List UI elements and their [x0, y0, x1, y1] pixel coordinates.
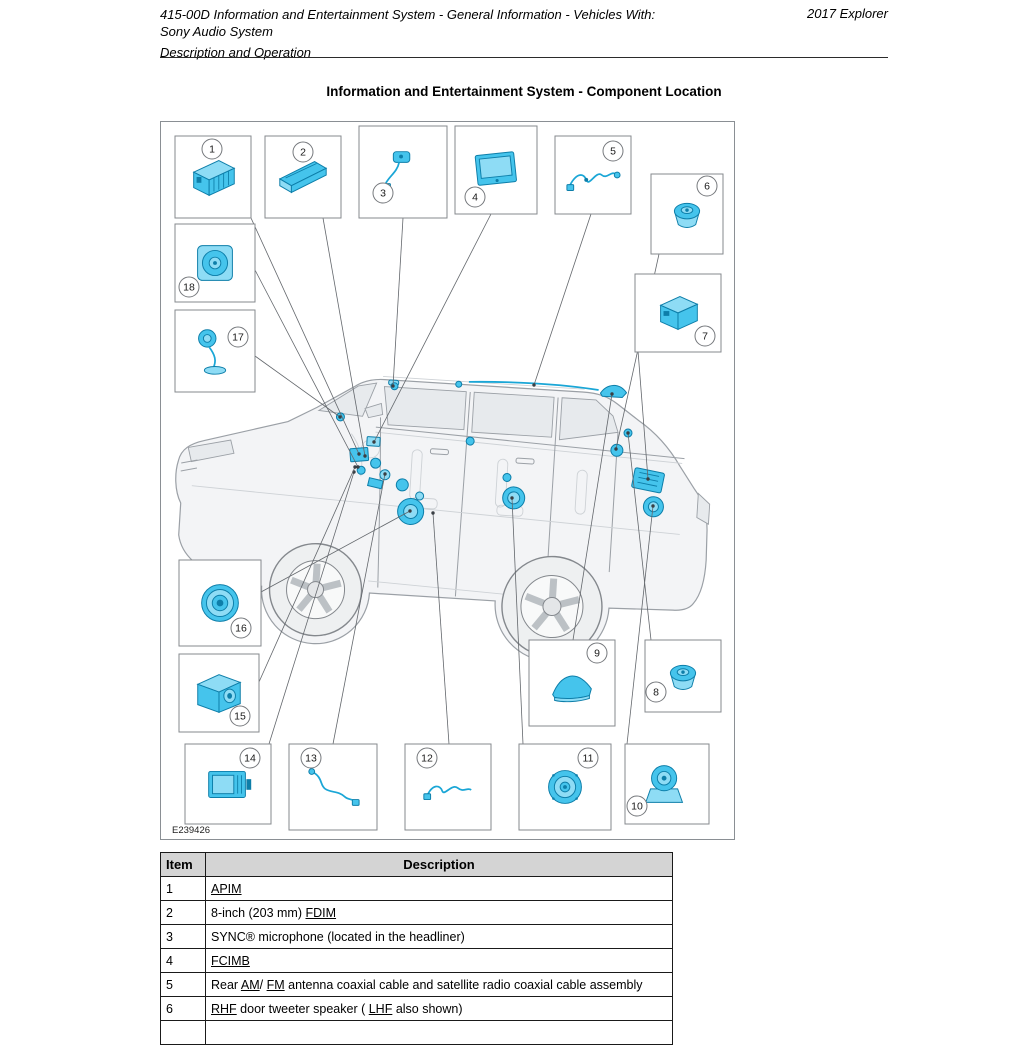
document-title-line2: Sony Audio System [160, 24, 273, 39]
callout-18 [175, 224, 255, 302]
leader-dot-12 [431, 511, 434, 514]
table-body [161, 877, 673, 1045]
leader-line-5 [534, 214, 591, 385]
description-cell [206, 1021, 673, 1045]
callout-number: 17 [232, 331, 244, 344]
mid-icon [198, 246, 233, 281]
callout-number: 8 [653, 686, 659, 699]
callout-number: 1 [209, 143, 215, 156]
screen-icon [475, 152, 517, 186]
description-cell [206, 901, 673, 925]
link-term[interactable]: FDIM [305, 905, 337, 920]
description-cell [206, 973, 673, 997]
link-term[interactable]: FCIMB [211, 953, 250, 968]
callout-number: 11 [582, 752, 594, 765]
description-text: / [259, 977, 267, 992]
leader-dot-13 [383, 472, 386, 475]
leader-line-3 [393, 218, 403, 386]
callout-number: 15 [234, 710, 246, 723]
diagram-svg [161, 122, 734, 839]
leader-dot-5 [532, 383, 535, 386]
description-cell [206, 877, 673, 901]
component-location-figure [160, 121, 735, 840]
table-row [161, 949, 673, 973]
callout-5 [555, 136, 631, 214]
table-row [161, 973, 673, 997]
callout-12 [405, 744, 491, 830]
callout-4 [455, 126, 537, 214]
table-row [161, 901, 673, 925]
figure-id-label: E239426 [172, 825, 211, 836]
callout-number: 3 [380, 187, 386, 200]
description-text: 8-inch (203 mm) [211, 905, 306, 920]
callout-15 [179, 654, 259, 732]
link-term[interactable]: LHF [368, 1001, 393, 1016]
leader-dot-8 [626, 431, 629, 434]
callout-number: 2 [300, 146, 306, 159]
description-cell [206, 925, 673, 949]
leader-dot-4 [372, 440, 375, 443]
callout-1 [175, 136, 251, 218]
callout-13 [289, 744, 377, 830]
callout-frame [175, 310, 255, 392]
document-title [160, 6, 655, 40]
leader-dot-6 [614, 447, 617, 450]
description-cell [206, 997, 673, 1021]
callout-number: 6 [704, 180, 710, 193]
tweeter-icon [670, 665, 695, 689]
leader-dot-15 [353, 465, 356, 468]
table-header-row [161, 853, 673, 877]
description-column-header: Description [206, 853, 673, 877]
leader-dot-18 [356, 465, 359, 468]
callout-11 [519, 744, 611, 830]
leader-dot-17 [338, 415, 341, 418]
description-text: Rear [211, 977, 241, 992]
table-row [161, 877, 673, 901]
description-text: antenna coaxial cable and satellite radio coaxial cable assembly [284, 977, 643, 992]
item-cell: 5 [161, 973, 206, 997]
description-text: door tweeter speaker ( [236, 1001, 369, 1016]
callout-17 [175, 310, 255, 392]
callout-14 [185, 744, 271, 824]
callout-9 [529, 640, 615, 726]
table-row [161, 997, 673, 1021]
callout-number: 18 [183, 281, 195, 294]
link-term[interactable]: AM [240, 977, 260, 992]
header-divider [160, 57, 888, 58]
leader-dot-11 [510, 496, 513, 499]
tweeter-icon [674, 203, 699, 227]
item-cell: 3 [161, 925, 206, 949]
module2-icon [209, 771, 252, 797]
item-column-header: Item [161, 853, 206, 877]
callout-3 [359, 126, 447, 218]
item-cell: 4 [161, 949, 206, 973]
callout-2 [265, 136, 341, 218]
leader-dot-10 [651, 504, 654, 507]
callout-7 [635, 274, 721, 352]
callout-16 [179, 560, 261, 646]
item-cell: 1 [161, 877, 206, 901]
callout-number: 9 [594, 647, 600, 660]
callout-10 [625, 744, 709, 824]
description-text: SYNC® microphone (located in the headliner) [211, 929, 465, 944]
leader-dot-7 [646, 477, 649, 480]
leader-dot-3 [391, 384, 394, 387]
leader-dot-2 [363, 454, 366, 457]
callout-frame [359, 126, 447, 218]
callout-number: 4 [472, 191, 478, 204]
callout-8 [645, 640, 721, 712]
leader-dot-1 [357, 452, 360, 455]
callout-number: 13 [305, 752, 317, 765]
link-term[interactable]: FM [266, 977, 285, 992]
page-header [160, 6, 888, 60]
leader-dot-9 [610, 392, 613, 395]
callout-number: 10 [631, 800, 643, 813]
link-term[interactable]: APIM [211, 881, 242, 896]
table-row [161, 925, 673, 949]
figure-title: Information and Entertainment System - Component Location [326, 84, 722, 99]
item-cell [161, 1021, 206, 1045]
section-label: Description and Operation [160, 45, 312, 60]
link-term[interactable]: RHF [211, 1001, 237, 1016]
leader-dot-16 [408, 509, 411, 512]
callout-number: 12 [421, 752, 433, 765]
callout-6 [651, 174, 723, 254]
item-cell: 6 [161, 997, 206, 1021]
woofer-icon [202, 585, 239, 622]
callout-number: 16 [235, 622, 247, 635]
vehicle-model-label: 2017 Explorer [807, 6, 888, 21]
item-cell: 2 [161, 901, 206, 925]
component-table [160, 852, 673, 1045]
description-text: also shown) [392, 1001, 463, 1016]
speaker-round-icon [549, 771, 582, 804]
description-cell [206, 949, 673, 973]
callout-number: 5 [610, 145, 616, 158]
callout-number: 7 [702, 330, 708, 343]
table-row [161, 1021, 673, 1045]
document-title-line1: 415-00D Information and Entertainment System - General Information - Vehicles With: [160, 7, 656, 22]
callout-number: 14 [244, 752, 256, 765]
